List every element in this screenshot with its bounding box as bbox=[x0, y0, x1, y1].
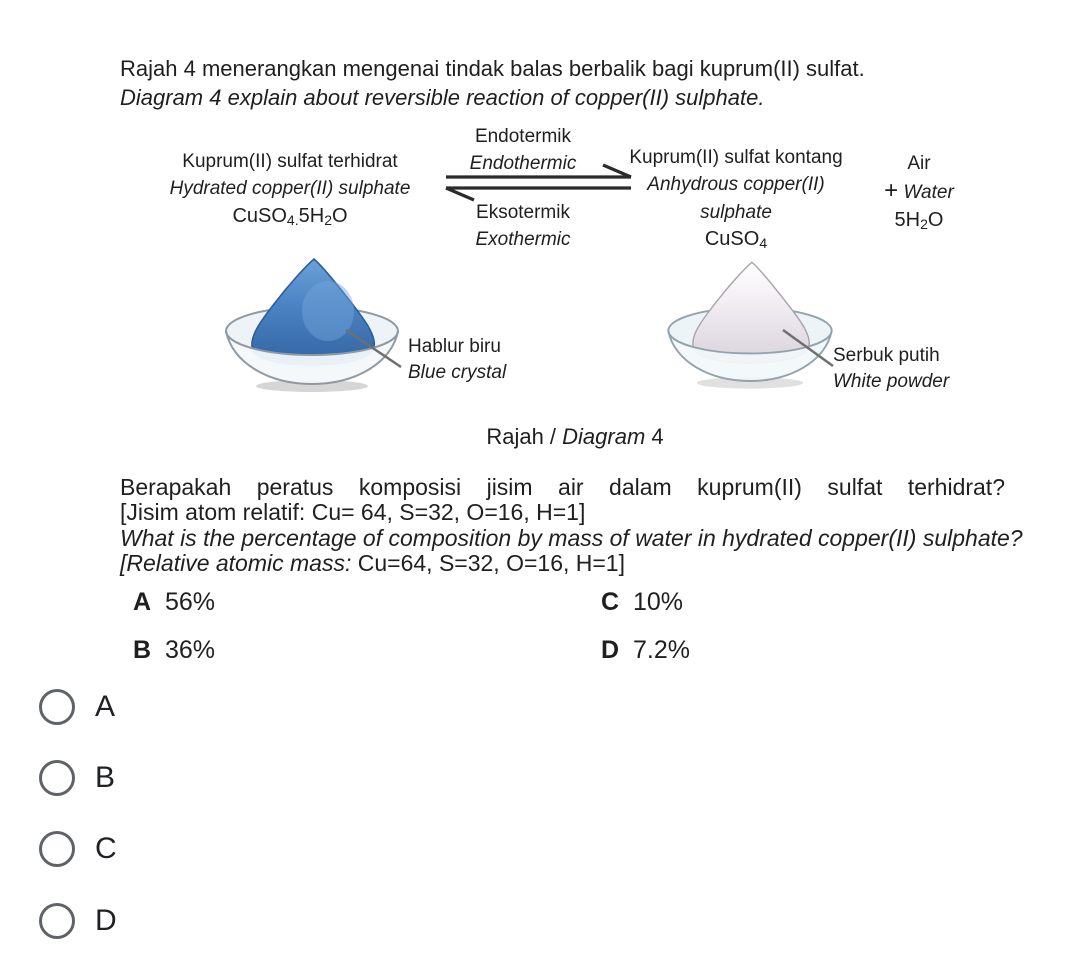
diagram-caption: Rajah / Diagram 4 bbox=[486, 424, 664, 449]
choice-value-a: 56% bbox=[165, 588, 216, 616]
right-compound-en1: Anhydrous copper(II) bbox=[647, 174, 825, 196]
white-powder-en: White powder bbox=[833, 370, 950, 392]
question-bracket-en: [Relative atomic mass: Cu=64, S=32, O=16, H=1] bbox=[120, 550, 625, 577]
radio-option-b-label: B bbox=[95, 761, 116, 794]
choice-value-b: 36% bbox=[165, 636, 216, 664]
plus-sign: + bbox=[884, 177, 899, 205]
white-powder-label bbox=[833, 343, 949, 394]
radio-button-icon[interactable] bbox=[39, 903, 75, 939]
blue-crystal-ms: Hablur biru bbox=[408, 336, 501, 357]
blue-crystal-label bbox=[408, 334, 506, 385]
radio-button-icon[interactable] bbox=[39, 689, 75, 725]
intro-line-ms: Rajah 4 menerangkan mengenai tindak balas berbalik bagi kuprum(II) sulfat. bbox=[120, 56, 865, 81]
water-label bbox=[856, 150, 982, 235]
left-compound-en: Hydrated copper(II) sulphate bbox=[169, 178, 411, 200]
water-en: Water bbox=[903, 182, 954, 204]
radio-option-a[interactable] bbox=[39, 689, 115, 725]
reverse-reaction-label bbox=[428, 199, 618, 254]
radio-option-d-label: D bbox=[95, 904, 117, 937]
choice-letter-c: C bbox=[601, 588, 620, 616]
radio-button-icon[interactable] bbox=[39, 760, 75, 796]
eksotermik-label: Eksotermik bbox=[476, 202, 570, 223]
radio-button-icon[interactable] bbox=[39, 831, 75, 867]
right-compound-en2: sulphate bbox=[700, 201, 772, 223]
choice-value-d: 7.2% bbox=[633, 636, 690, 664]
question-intro bbox=[120, 55, 865, 112]
intro-line-en: Diagram 4 explain about reversible reaction of copper(II) sulphate. bbox=[120, 84, 765, 110]
endothermic-label: Endothermic bbox=[469, 153, 577, 175]
endotermik-label: Endotermik bbox=[474, 126, 572, 147]
water-en-row bbox=[856, 177, 982, 206]
choice-letter-a: A bbox=[133, 588, 152, 616]
water-formula: $5H_2O$ bbox=[894, 208, 944, 232]
radio-option-c-label: C bbox=[95, 832, 117, 865]
pointer-line-blue bbox=[338, 320, 413, 375]
blue-crystal-en: Blue crystal bbox=[408, 361, 507, 383]
right-compound-label bbox=[621, 144, 851, 255]
question-en: What is the percentage of composition by mass of water in hydrated copper(II) sulphate? bbox=[120, 524, 1023, 551]
choice-letter-d: D bbox=[601, 636, 620, 664]
right-compound-ms: Kuprum(II) sulfat kontang bbox=[629, 147, 843, 168]
left-compound-label bbox=[165, 148, 415, 231]
radio-option-a-label: A bbox=[95, 690, 116, 723]
radio-option-c[interactable] bbox=[39, 831, 117, 867]
left-compound-formula: $CuSO_{4.}5H_2O$ bbox=[232, 204, 348, 228]
right-compound-formula: CuSO$_4$ bbox=[704, 228, 768, 252]
question-text bbox=[120, 474, 1023, 577]
question-ms: Berapakah peratus komposisi jisim air dalam kuprum(II) sulfat terhidrat? bbox=[120, 474, 1005, 500]
radio-option-b[interactable] bbox=[39, 760, 115, 796]
left-compound-ms: Kuprum(II) sulfat terhidrat bbox=[182, 151, 398, 172]
exothermic-label: Exothermic bbox=[475, 229, 571, 251]
radio-option-d[interactable] bbox=[39, 903, 117, 939]
choice-value-c: 10% bbox=[633, 588, 684, 616]
choice-letter-b: B bbox=[133, 636, 152, 664]
water-ms: Air bbox=[907, 153, 931, 174]
white-powder-ms: Serbuk putih bbox=[833, 345, 940, 366]
question-bracket-ms: [Jisim atom relatif: Cu= 64, S=32, O=16, H=1] bbox=[120, 499, 586, 526]
